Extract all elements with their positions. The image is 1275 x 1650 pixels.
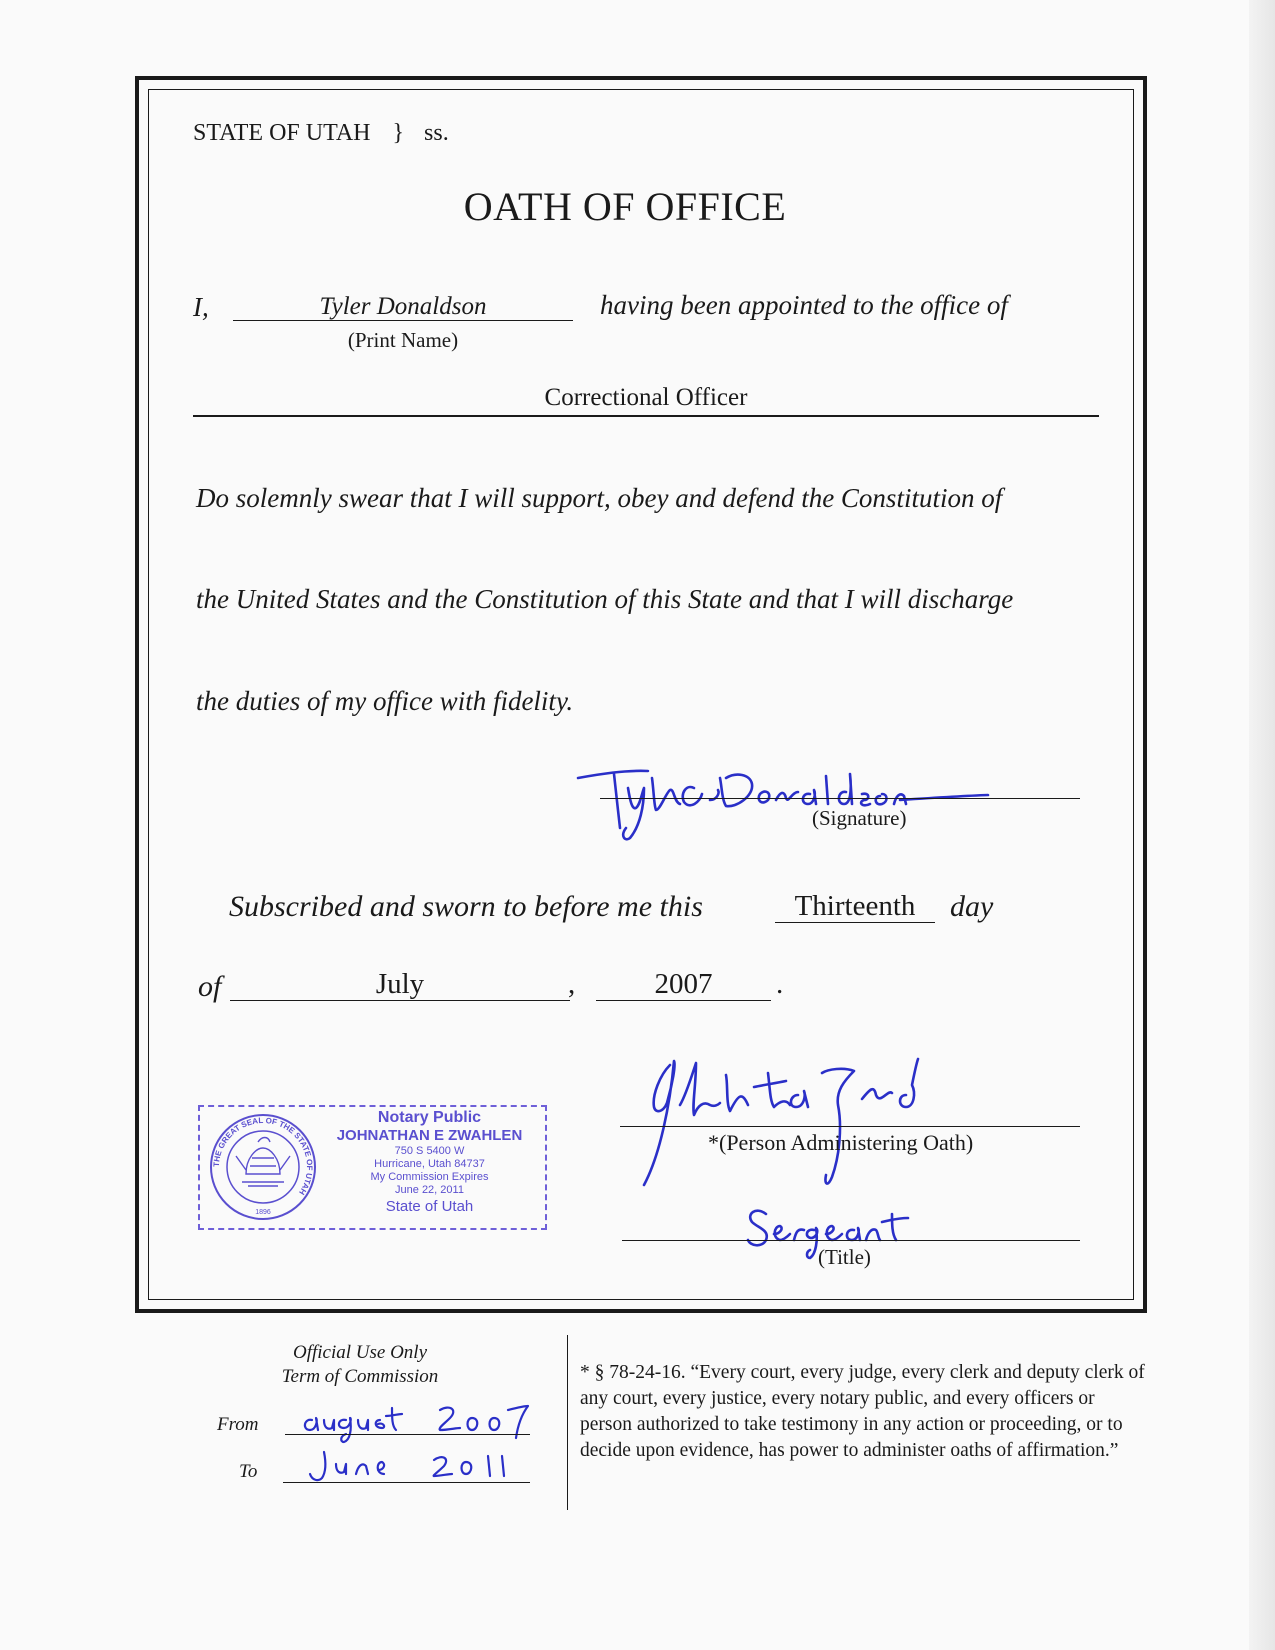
term-of-commission-heading: Term of Commission [281,1366,439,1387]
day-underline [775,922,935,923]
page-edge [1249,0,1275,1650]
stamp-expires: June 22, 2011 [395,1184,464,1196]
venue-line [193,120,449,147]
footer-divider [567,1335,568,1510]
of-word: of [198,970,222,1003]
to-label: To [239,1461,258,1482]
subscribed-text: Subscribed and sworn to before me this [229,890,703,923]
stamp-address-1: 750 S 5400 W [394,1145,465,1157]
day-value: Thirteenth [794,890,916,922]
date-period: . [776,968,784,1000]
office-value: Correctional Officer [544,384,748,411]
name-underline [233,320,573,321]
month-underline [230,1000,570,1001]
svg-text:THE GREAT SEAL OF THE STATE OF: THE GREAT SEAL OF THE STATE OF UTAH [211,1115,315,1197]
statute-footnote: * § 78-24-16. “Every court, every judge, every clerk and deputy clerk of any court, every justice, every notary public, and every officers or person authorized to take testimony in any action or proceeding, or to decide upon evidence, has power to administer oaths of affirmation.” [580,1362,1145,1461]
to-value-handwritten [300,1446,530,1486]
from-value-handwritten [300,1400,530,1445]
stamp-state: State of Utah [385,1198,474,1215]
stamp-heading: Notary Public [377,1109,482,1126]
office-underline [193,415,1099,417]
from-underline [285,1434,530,1435]
title-caption: (Title) [818,1245,871,1269]
print-name-caption: (Print Name) [347,328,459,352]
title-line [622,1240,1080,1241]
appointed-text: having been appointed to the office of [600,290,1008,320]
stamp-address-2: Hurricane, Utah 84737 [374,1158,485,1170]
signature-line [600,798,1080,799]
venue-ss: ss. [424,120,449,146]
notary-stamp [198,1105,547,1230]
year-underline [596,1000,771,1001]
official-use-heading: Official Use Only [292,1342,428,1363]
from-label: From [217,1414,259,1435]
day-word: day [950,890,994,923]
administrator-caption: *(Person Administering Oath) [708,1130,974,1155]
stamp-commission: My Commission Expires [370,1171,489,1183]
utah-seal-icon [206,1112,321,1222]
signature-caption: (Signature) [812,806,907,830]
stamp-text [318,1109,541,1215]
oath-line-2: the United States and the Constitution of this State and that I will discharge [196,584,1014,614]
appointee-name: Tyler Donaldson [319,293,487,320]
administrator-line [620,1126,1080,1127]
svg-text:1896: 1896 [255,1209,271,1216]
oath-line-3: the duties of my office with fidelity. [196,686,574,716]
venue-text: STATE OF UTAH [193,120,371,146]
to-underline [283,1482,530,1483]
oath-line-1: Do solemnly swear that I will support, obey and defend the Constitution of [196,483,1003,513]
year-value: 2007 [654,968,713,1000]
stamp-notary-name: JOHNATHAN E ZWAHLEN [336,1127,523,1144]
date-comma: , [568,968,576,1000]
administrator-signature [630,1045,970,1195]
pronoun-i: I, [193,292,209,322]
page-title: OATH OF OFFICE [463,184,787,229]
month-value: July [375,968,425,1000]
venue-brace: } [392,120,405,146]
